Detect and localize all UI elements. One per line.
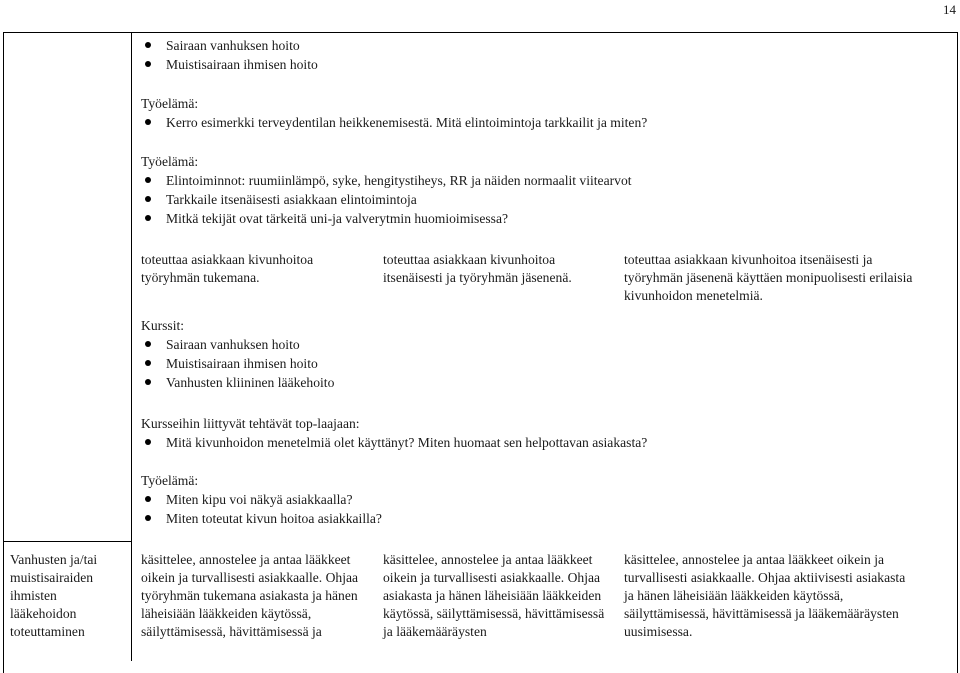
list-item: Miten kipu voi näkyä asiakkaalla? [141, 490, 382, 509]
list-item: Kerro esimerkki terveydentilan heikkenemisestä. Mitä elintoimintoja tarkkailit ja miten? [141, 113, 647, 132]
medication-col-satisfactory: käsittelee, annostelee ja antaa lääkkeet oikein ja turvallisesti asiakkaalle. Ohjaa työryhmän tukemana asiakasta ja hänen läheisiään lääkkeiden käytössä, säilyttämisessä, hävittämisessä ja [141, 552, 359, 639]
pain-col-excellent: toteuttaa asiakkaan kivunhoitoa itsenäisesti ja työryhmän jäsenenä käyttäen monipuolisesti erilaisia kivunhoidon menetelmiä. [624, 252, 913, 303]
list-item: Mitkä tekijät ovat tärkeitä uni-ja valverytmin huomioimisessa? [141, 209, 632, 228]
table-divider-left [131, 32, 132, 661]
list-item: Mitä kivunhoidon menetelmiä olet käyttänyt? Miten huomaat sen helpottavan asiakasta? [141, 433, 647, 452]
workplace-section-2 [141, 152, 632, 228]
pain-col-good: toteuttaa asiakkaan kivunhoitoa itsenäisesti ja työryhmän jäsenenä. [383, 252, 572, 285]
workplace-section-1 [141, 94, 647, 132]
row-label-medication: Vanhusten ja/tai muistisairaiden ihmisten lääkehoidon toteuttaminen [10, 552, 98, 639]
courses-section [141, 316, 334, 392]
list-item: Elintoiminnot: ruumiinlämpö, syke, hengitystiheys, RR ja näiden normaalit viitearvot [141, 171, 632, 190]
top-course-list [141, 36, 318, 74]
list-item: Muistisairaan ihmisen hoito [141, 354, 334, 373]
list-item: Sairaan vanhuksen hoito [141, 335, 334, 354]
section-heading: Työelämä: [141, 96, 199, 111]
list-item: Muistisairaan ihmisen hoito [141, 55, 318, 74]
workplace-section-3 [141, 471, 382, 528]
section-heading: Työelämä: [141, 154, 199, 169]
medication-col-excellent: käsittelee, annostelee ja antaa lääkkeet oikein ja turvallisesti asiakkaalle. Ohjaa aktiivisesti asiakasta ja hänen läheisiään lääkkeiden käytössä, säilyttämisessä, hävittämisessä ja lääkemääräysten uusimisessa. [624, 552, 906, 639]
pain-col-satisfactory: toteuttaa asiakkaan kivunhoitoa työryhmän tukemana. [141, 252, 314, 285]
medication-col-good: käsittelee, annostelee ja antaa lääkkeet oikein ja turvallisesti asiakkaalle. Ohjaa asiakasta ja hänen läheisiään lääkkeiden käytössä, säilyttämisessä, hävittämisessä ja lääkemääräysten [383, 552, 605, 639]
section-heading: Kursseihin liittyvät tehtävät top-laajaan: [141, 416, 360, 431]
list-item: Miten toteutat kivun hoitoa asiakkailla? [141, 509, 382, 528]
list-item: Vanhusten kliininen lääkehoito [141, 373, 334, 392]
list-item: Tarkkaile itsenäisesti asiakkaan elintoimintoja [141, 190, 632, 209]
course-tasks-section [141, 414, 647, 452]
list-item: Sairaan vanhuksen hoito [141, 36, 318, 55]
section-heading: Työelämä: [141, 473, 199, 488]
table-row-divider [3, 541, 131, 542]
page-number: 14 [943, 2, 956, 17]
section-heading: Kurssit: [141, 318, 185, 333]
